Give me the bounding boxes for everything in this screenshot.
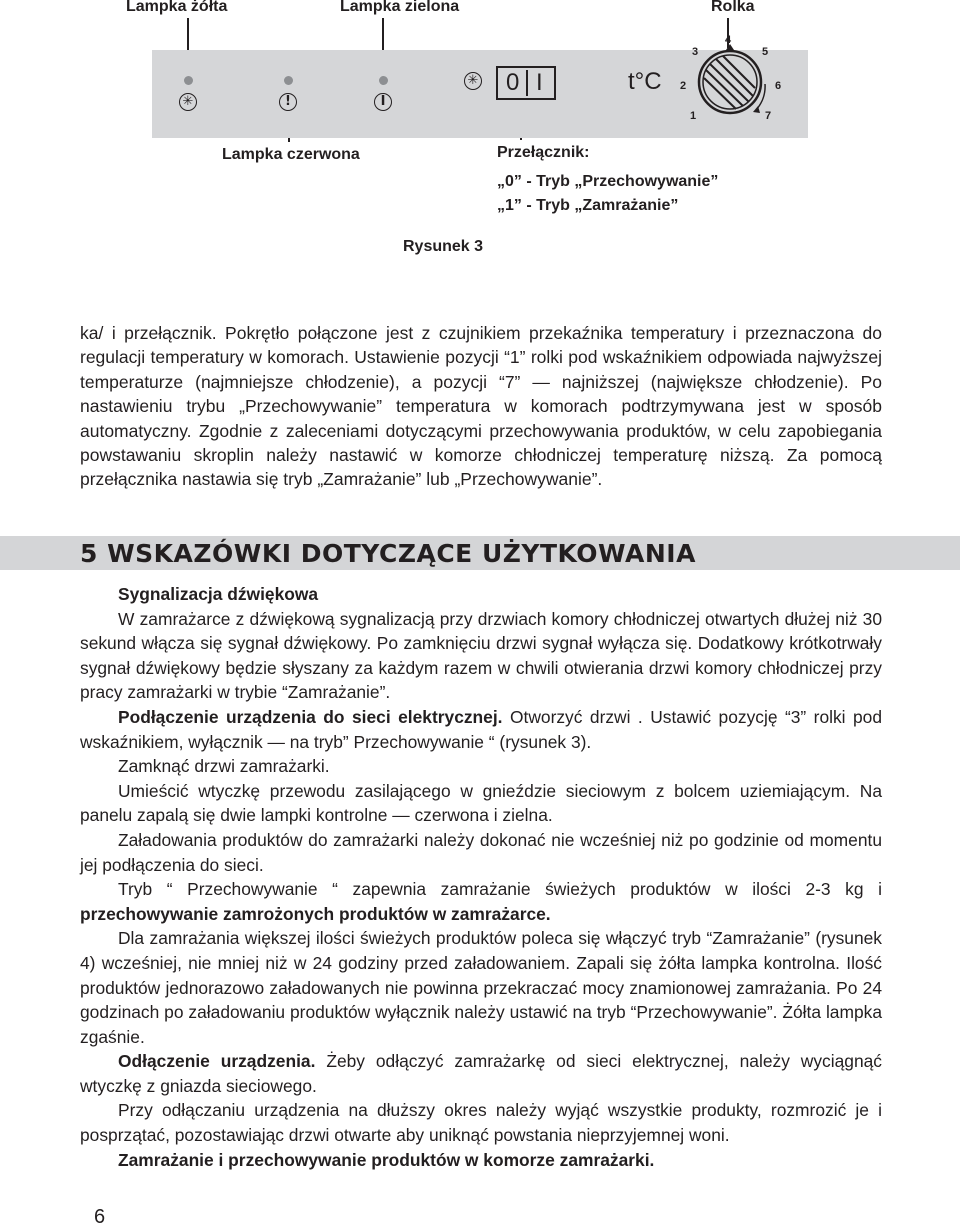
switch-one: I [536, 69, 543, 96]
dial-number-5: 5 [762, 46, 769, 58]
switch-mode-1: „1” - Tryb „Zamrażanie” [497, 197, 679, 214]
long-term-paragraph: Przy odłączaniu urządzenia na dłuższy okres należy wyjąć wszystkie produkty, rozmrozić je i posprzątać, pozostawiając drzwi otwarte aby uniknąć powstania nieprzyjemnej woni. [80, 1100, 882, 1146]
load-paragraph: Załadowania produktów do zamrażarki należy dokonać nie wcześniej niż po godzinie od momentu jej podłączenia do sieci. [80, 829, 882, 875]
switch-mode-0: „0” - Tryb „Przechowywanie” [497, 173, 719, 190]
dial-number-6: 6 [775, 80, 782, 92]
power-icon: I [374, 93, 392, 111]
label-roller: Rolka [711, 0, 755, 15]
snowflake-icon: ✳ [179, 93, 197, 111]
dial-number-7: 7 [765, 110, 772, 122]
dial-number-3: 3 [692, 46, 699, 58]
figure-caption: Rysunek 3 [403, 238, 484, 255]
mode-paragraph [80, 877, 882, 926]
connect-heading: Podłączenie urządzenia do sieci elektrycznej. [118, 706, 503, 727]
plug-paragraph: Umieścić wtyczkę przewodu zasilającego w gnieździe sieciowym z bolcem uziemiającym. Na panelu zapalą się dwie lampki kontrolne — czerwona i zielna. [80, 780, 882, 826]
final-heading: Zamrażanie i przechowywanie produktów w komorze zamrażarki. [118, 1149, 655, 1170]
switch-zero: 0 [506, 69, 520, 96]
sound-heading: Sygnalizacja dźwiękowa [118, 584, 319, 604]
disconnect-paragraph [80, 1049, 882, 1098]
red-lamp [284, 76, 293, 85]
large-paragraph: Dla zamrażania większej ilości świeżych produktów poleca się włączyć tryb “Zamrażanie” (rysunek 4) wcześniej, nie mniej niż w 24 godziny przed załadowaniem. Zapali się żółta lampka kontrolna. Ilość produktów jednorazowo załadowanych nie powinna przekraczać mocy znamionowej zamrażania. Po 24 godzinach po załadowaniu produktów wyłącznik należy ustawić na tryb “Przechowywanie”. Żółta lampka zgaśnie. [80, 928, 882, 1047]
label-red-lamp: Lampka czerwona [222, 146, 360, 163]
dial-number-4: 4 [725, 34, 732, 46]
green-lamp [379, 76, 388, 85]
intro-paragraph: ka/ i przełącznik. Pokrętło połączone jest z czujnikiem przekaźnika temperatury i przeznaczona do regulacji temperatury w komorach. Ustawienie pozycji “1” rolki pod wskaźnikiem odpowiada najwyższej temperaturze (najmniejsze chłodzenie), a pozycji “7” — najniższej (największe chłodzenie). Po nastawieniu trybu „Przechowywanie” temperatura w komorach podtrzymywana jest w sposób automatyczny. Zgodnie z zaleceniami dotyczącymi przechowywania produktów, w celu zapobiegania powstawaniu skroplin należy nastawić w komorze chłodniczej temperaturę niższą. Za pomocą przełącznika nastawia się tryb „Zamrażanie” lub „Przechowywanie”. [80, 323, 882, 490]
connect-text: Otworzyć drzwi . Ustawić pozycję “3” rolki pod wskaźnikiem, wyłącznik — na tryb” Przechowywanie “ (rysunek 3). [80, 706, 883, 752]
section-body [80, 582, 882, 1172]
close-paragraph: Zamknąć drzwi zamrażarki. [118, 756, 330, 777]
temperature-symbol: t°C [628, 68, 662, 95]
mode-switch[interactable] [496, 66, 556, 100]
switch-title: Przełącznik: [497, 144, 590, 161]
snowflake-switch-icon: ✳ [464, 72, 482, 90]
yellow-lamp [184, 76, 193, 85]
disconnect-heading: Odłączenie urządzenia. [118, 1051, 316, 1072]
connect-paragraph [80, 705, 882, 754]
page-number: 6 [94, 1206, 106, 1228]
section-title: 5 WSKAZÓWKI DOTYCZĄCE UŻYTKOWANIA [80, 539, 696, 568]
sound-paragraph: W zamrażarce z dźwiękową sygnalizacją przy drzwiach komory chłodniczej otwartych dłużej niż 30 sekund włącza się sygnał dźwiękowy. Po zamknięciu drzwi sygnał wyłącza się. Dodatkowy krótkotrwały sygnał dźwiękowy będzie słyszany za każdym razem w chwili otwierania drzwi komory chłodniczej przy pracy zamrażarki w trybie “Zamrażanie”. [80, 608, 882, 703]
mode-bold: przechowywanie zamrożonych produktów w zamrażarce. [80, 903, 551, 924]
dial-number-2: 2 [680, 80, 687, 92]
switch-divider [526, 70, 528, 96]
disconnect-text: Żeby odłączyć zamrażarkę od sieci elektrycznej, należy wyciągnąć wtyczkę z gniazda sieciowego. [80, 1051, 882, 1096]
label-green-lamp: Lampka zielona [340, 0, 460, 15]
warning-icon: ! [279, 93, 297, 111]
label-yellow-lamp: Lampka żółta [126, 0, 228, 15]
mode-text: Tryb “ Przechowywanie “ zapewnia zamrażanie świeżych produktów w ilości 2-3 kg i [118, 879, 882, 900]
dial-number-1: 1 [690, 110, 697, 122]
